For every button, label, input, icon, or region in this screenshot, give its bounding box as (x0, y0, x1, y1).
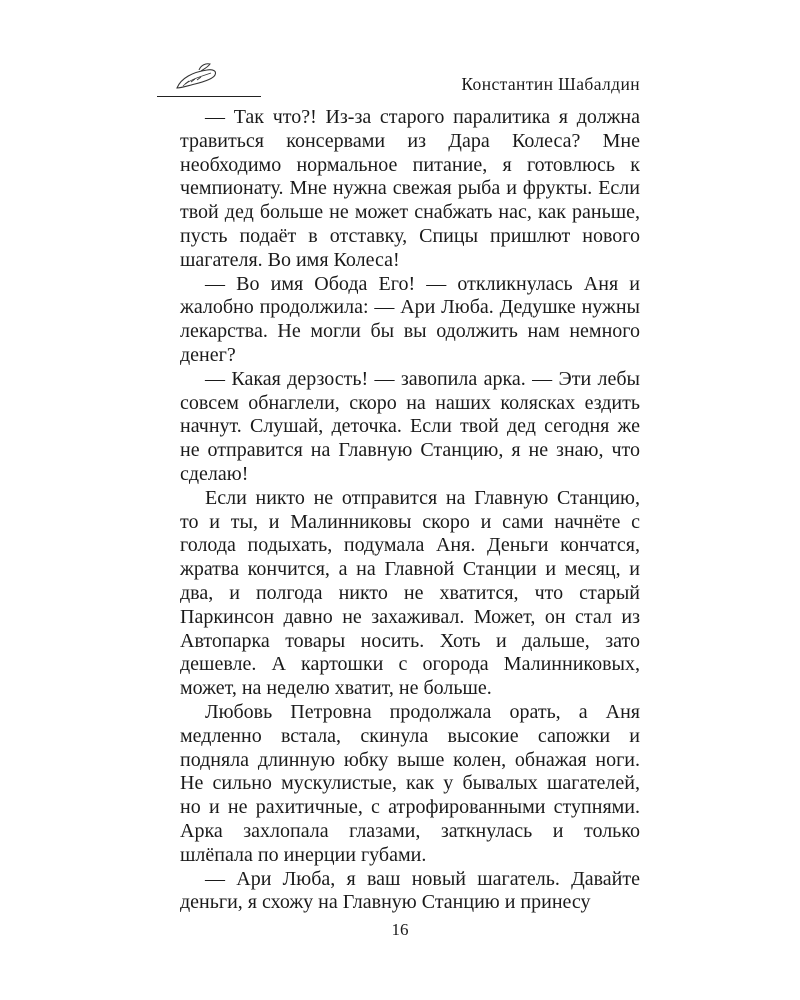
paragraph: — Какая дерзость! — завопила арка. — Эти лебы совсем обнаглели, скоро на наших колясках ездить начнут. Слушай, деточка. Если твой дед сегодня же не отправится на Главную Станцию, я не знаю, что сделаю! (180, 367, 640, 485)
header-author: Константин Шабалдин (461, 74, 640, 94)
paragraph: — Во имя Обода Его! — откликнулась Аня и жалобно продолжила: — Ари Люба. Дедушке нужны лекарства. Не могли бы вы одолжить нам немного денег? (180, 272, 640, 366)
publisher-logo-icon (173, 62, 219, 92)
running-header (157, 62, 640, 102)
paragraph: Любовь Петровна продолжала орать, а Аня медленно встала, скинула высокие сапожки и подняла длинную юбку выше колен, обнажая ноги. Не сильно мускулистые, как у бывалых шагателей, но и не рахитичные, с атрофированными ступнями. Арка захлопала глазами, заткнулась и только шлёпала по инерции губами. (180, 700, 640, 866)
paragraph: — Ари Люба, я ваш новый шагатель. Давайте деньги, я схожу на Главную Станцию и принесу (180, 867, 640, 914)
header-rule (157, 96, 261, 97)
paragraph: — Так что?! Из-за старого паралитика я должна травиться консервами из Дара Колеса? Мне необходимо нормальное питание, я готовлюсь к чемпионату. Мне нужна свежая рыба и фрукты. Если твой дед больше не может снабжать нас, как раньше, пусть подаёт в отставку, Спицы пришлют нового шагателя. Во имя Колеса! (180, 106, 640, 271)
paragraph: Если никто не отправится на Главную Станцию, то и ты, и Малинниковы скоро и сами начнёте с голода подыхать, подумала Аня. Деньги кончатся, жратва кончится, а на Главной Станции и месяц, и два, и полгода никто не хватится, что старый Паркинсон давно не захаживал. Может, он стал из Автопарка товары носить. Хоть и дальше, зато дешевле. А картошки с огорода Малинниковых, может, на неделю хватит, не больше. (180, 486, 640, 700)
body-text (180, 106, 640, 915)
page-number: 16 (391, 920, 409, 939)
